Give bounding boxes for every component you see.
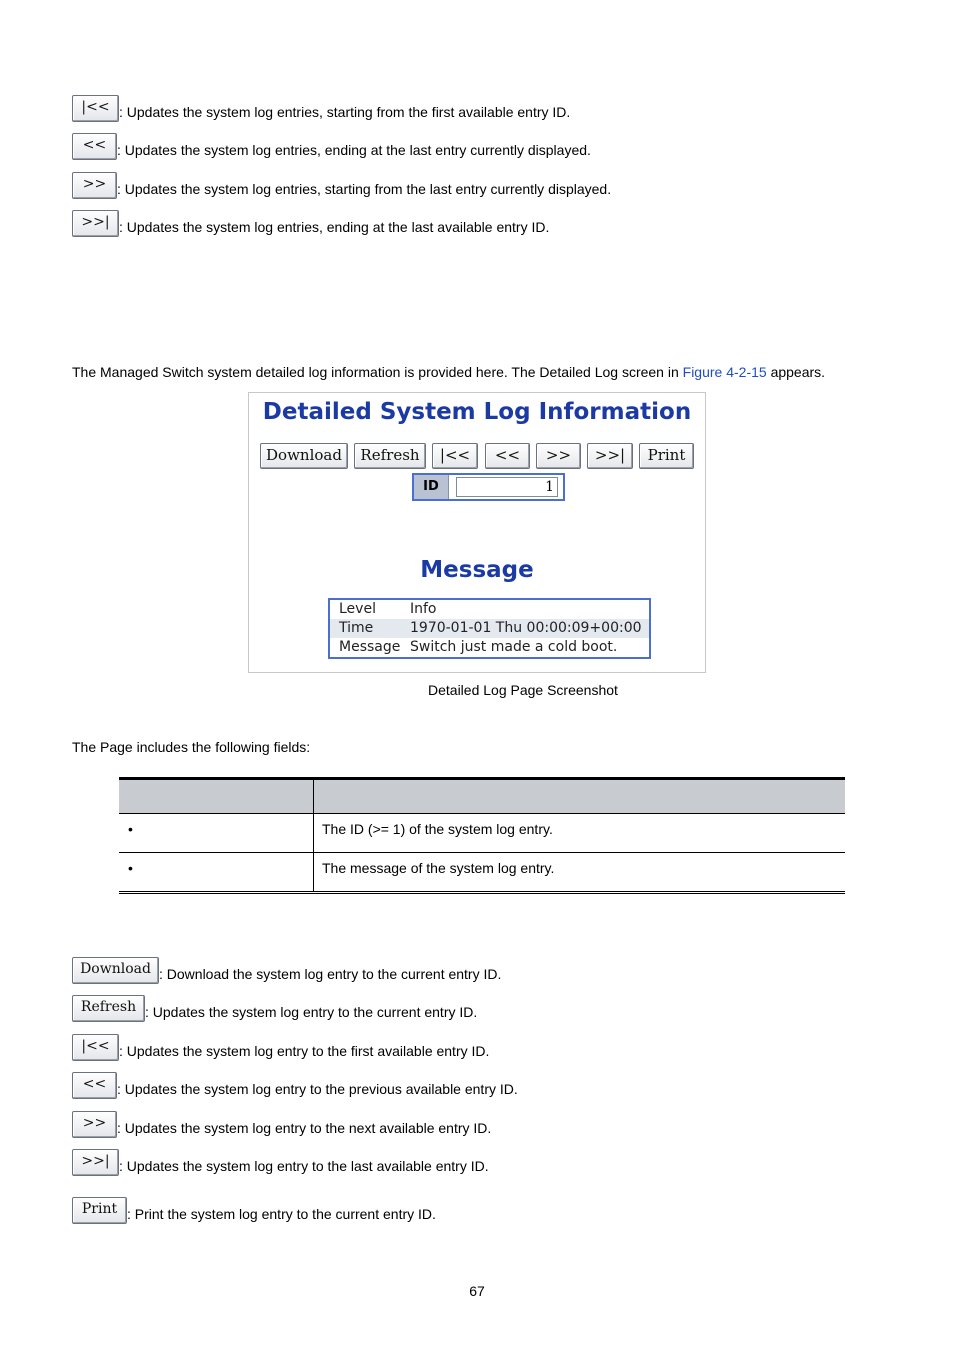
table-row <box>119 853 845 894</box>
prev-button[interactable]: << <box>485 443 530 469</box>
bottom-last-row <box>72 1146 489 1176</box>
time-value: 1970-01-01 Thu 00:00:09+00:00 <box>410 620 642 636</box>
next-button[interactable]: >> <box>536 443 581 469</box>
message-row-time <box>330 619 649 638</box>
bottom-refresh-row <box>72 992 477 1022</box>
fields-intro: The Page includes the following fields: <box>72 739 311 755</box>
top-prev-row <box>72 130 591 160</box>
id-input[interactable]: 1 <box>456 477 558 497</box>
refresh-button[interactable]: Refresh <box>354 443 426 469</box>
intro-paragraph <box>72 364 825 380</box>
intro-text: The Managed Switch system detailed log information is provided here. The Detailed Log screen in <box>72 364 683 380</box>
message-table <box>328 598 651 659</box>
print-description: : Print the system log entry to the current entry ID. <box>127 1206 436 1222</box>
top-next-row <box>72 169 611 199</box>
figure-link[interactable]: Figure 4-2-15 <box>682 364 767 380</box>
first-entry-button[interactable]: |<< <box>72 95 119 122</box>
bottom-next-row <box>72 1108 491 1138</box>
bullet: • <box>128 821 133 837</box>
detailed-log-screenshot <box>248 392 706 673</box>
last-button[interactable]: >>| <box>587 443 633 469</box>
figure-caption: Detailed Log Page Screenshot <box>428 682 618 698</box>
last-entry-description: : Updates the system log entry to the last available entry ID. <box>119 1158 489 1174</box>
intro-text-end: appears. <box>766 364 826 380</box>
message-row-message <box>330 638 649 657</box>
bullet: • <box>128 860 133 876</box>
bottom-prev-row <box>72 1069 518 1099</box>
id-field-group <box>412 473 565 501</box>
next-entry-description: : Updates the system log entry to the next available entry ID. <box>117 1120 492 1136</box>
message-key: Message <box>339 639 401 655</box>
message-title: Message <box>420 557 534 583</box>
prev-entries-button[interactable]: << <box>72 133 117 160</box>
download-button[interactable]: Download <box>72 957 159 984</box>
next-entries-description: : Updates the system log entries, starting from the last entry currently displayed. <box>117 181 612 197</box>
page-number: 67 <box>469 1283 485 1299</box>
table-cell-desc: The ID (>= 1) of the system log entry. <box>322 821 553 837</box>
first-entry-description: : Updates the system log entry to the first available entry ID. <box>119 1043 490 1059</box>
id-label: ID <box>414 475 449 499</box>
time-key: Time <box>339 620 374 636</box>
first-entry-description: : Updates the system log entries, starting from the first available entry ID. <box>119 104 571 120</box>
level-key: Level <box>339 601 376 617</box>
fields-table <box>119 777 845 894</box>
print-button[interactable]: Print <box>72 1197 127 1224</box>
table-header <box>119 777 845 814</box>
refresh-description: : Updates the system log entry to the current entry ID. <box>145 1004 478 1020</box>
page-title: Detailed System Log Information <box>262 399 692 425</box>
bottom-first-row <box>72 1031 489 1061</box>
table-cell-desc: The message of the system log entry. <box>322 860 555 876</box>
bottom-print-row <box>72 1194 436 1224</box>
level-value: Info <box>410 601 437 617</box>
prev-entry-description: : Updates the system log entry to the previous available entry ID. <box>117 1081 518 1097</box>
prev-entries-description: : Updates the system log entries, ending at the last entry currently displayed. <box>117 142 591 158</box>
last-entry-description: : Updates the system log entries, ending at the last available entry ID. <box>119 219 550 235</box>
next-entries-button[interactable]: >> <box>72 172 117 199</box>
print-button[interactable]: Print <box>639 443 694 469</box>
bottom-download-row <box>72 954 501 984</box>
last-entry-button[interactable]: >>| <box>72 210 119 237</box>
next-entry-button[interactable]: >> <box>72 1111 117 1138</box>
download-button[interactable]: Download <box>260 443 348 469</box>
first-button[interactable]: |<< <box>432 443 478 469</box>
first-entry-button[interactable]: |<< <box>72 1034 119 1061</box>
message-value: Switch just made a cold boot. <box>410 639 618 655</box>
top-last-row <box>72 207 549 237</box>
table-row <box>119 814 845 853</box>
last-entry-button[interactable]: >>| <box>72 1149 119 1176</box>
download-description: : Download the system log entry to the current entry ID. <box>159 966 502 982</box>
message-row-level <box>330 600 649 619</box>
prev-entry-button[interactable]: << <box>72 1072 117 1099</box>
refresh-button[interactable]: Refresh <box>72 995 145 1022</box>
top-first-row <box>72 92 570 122</box>
